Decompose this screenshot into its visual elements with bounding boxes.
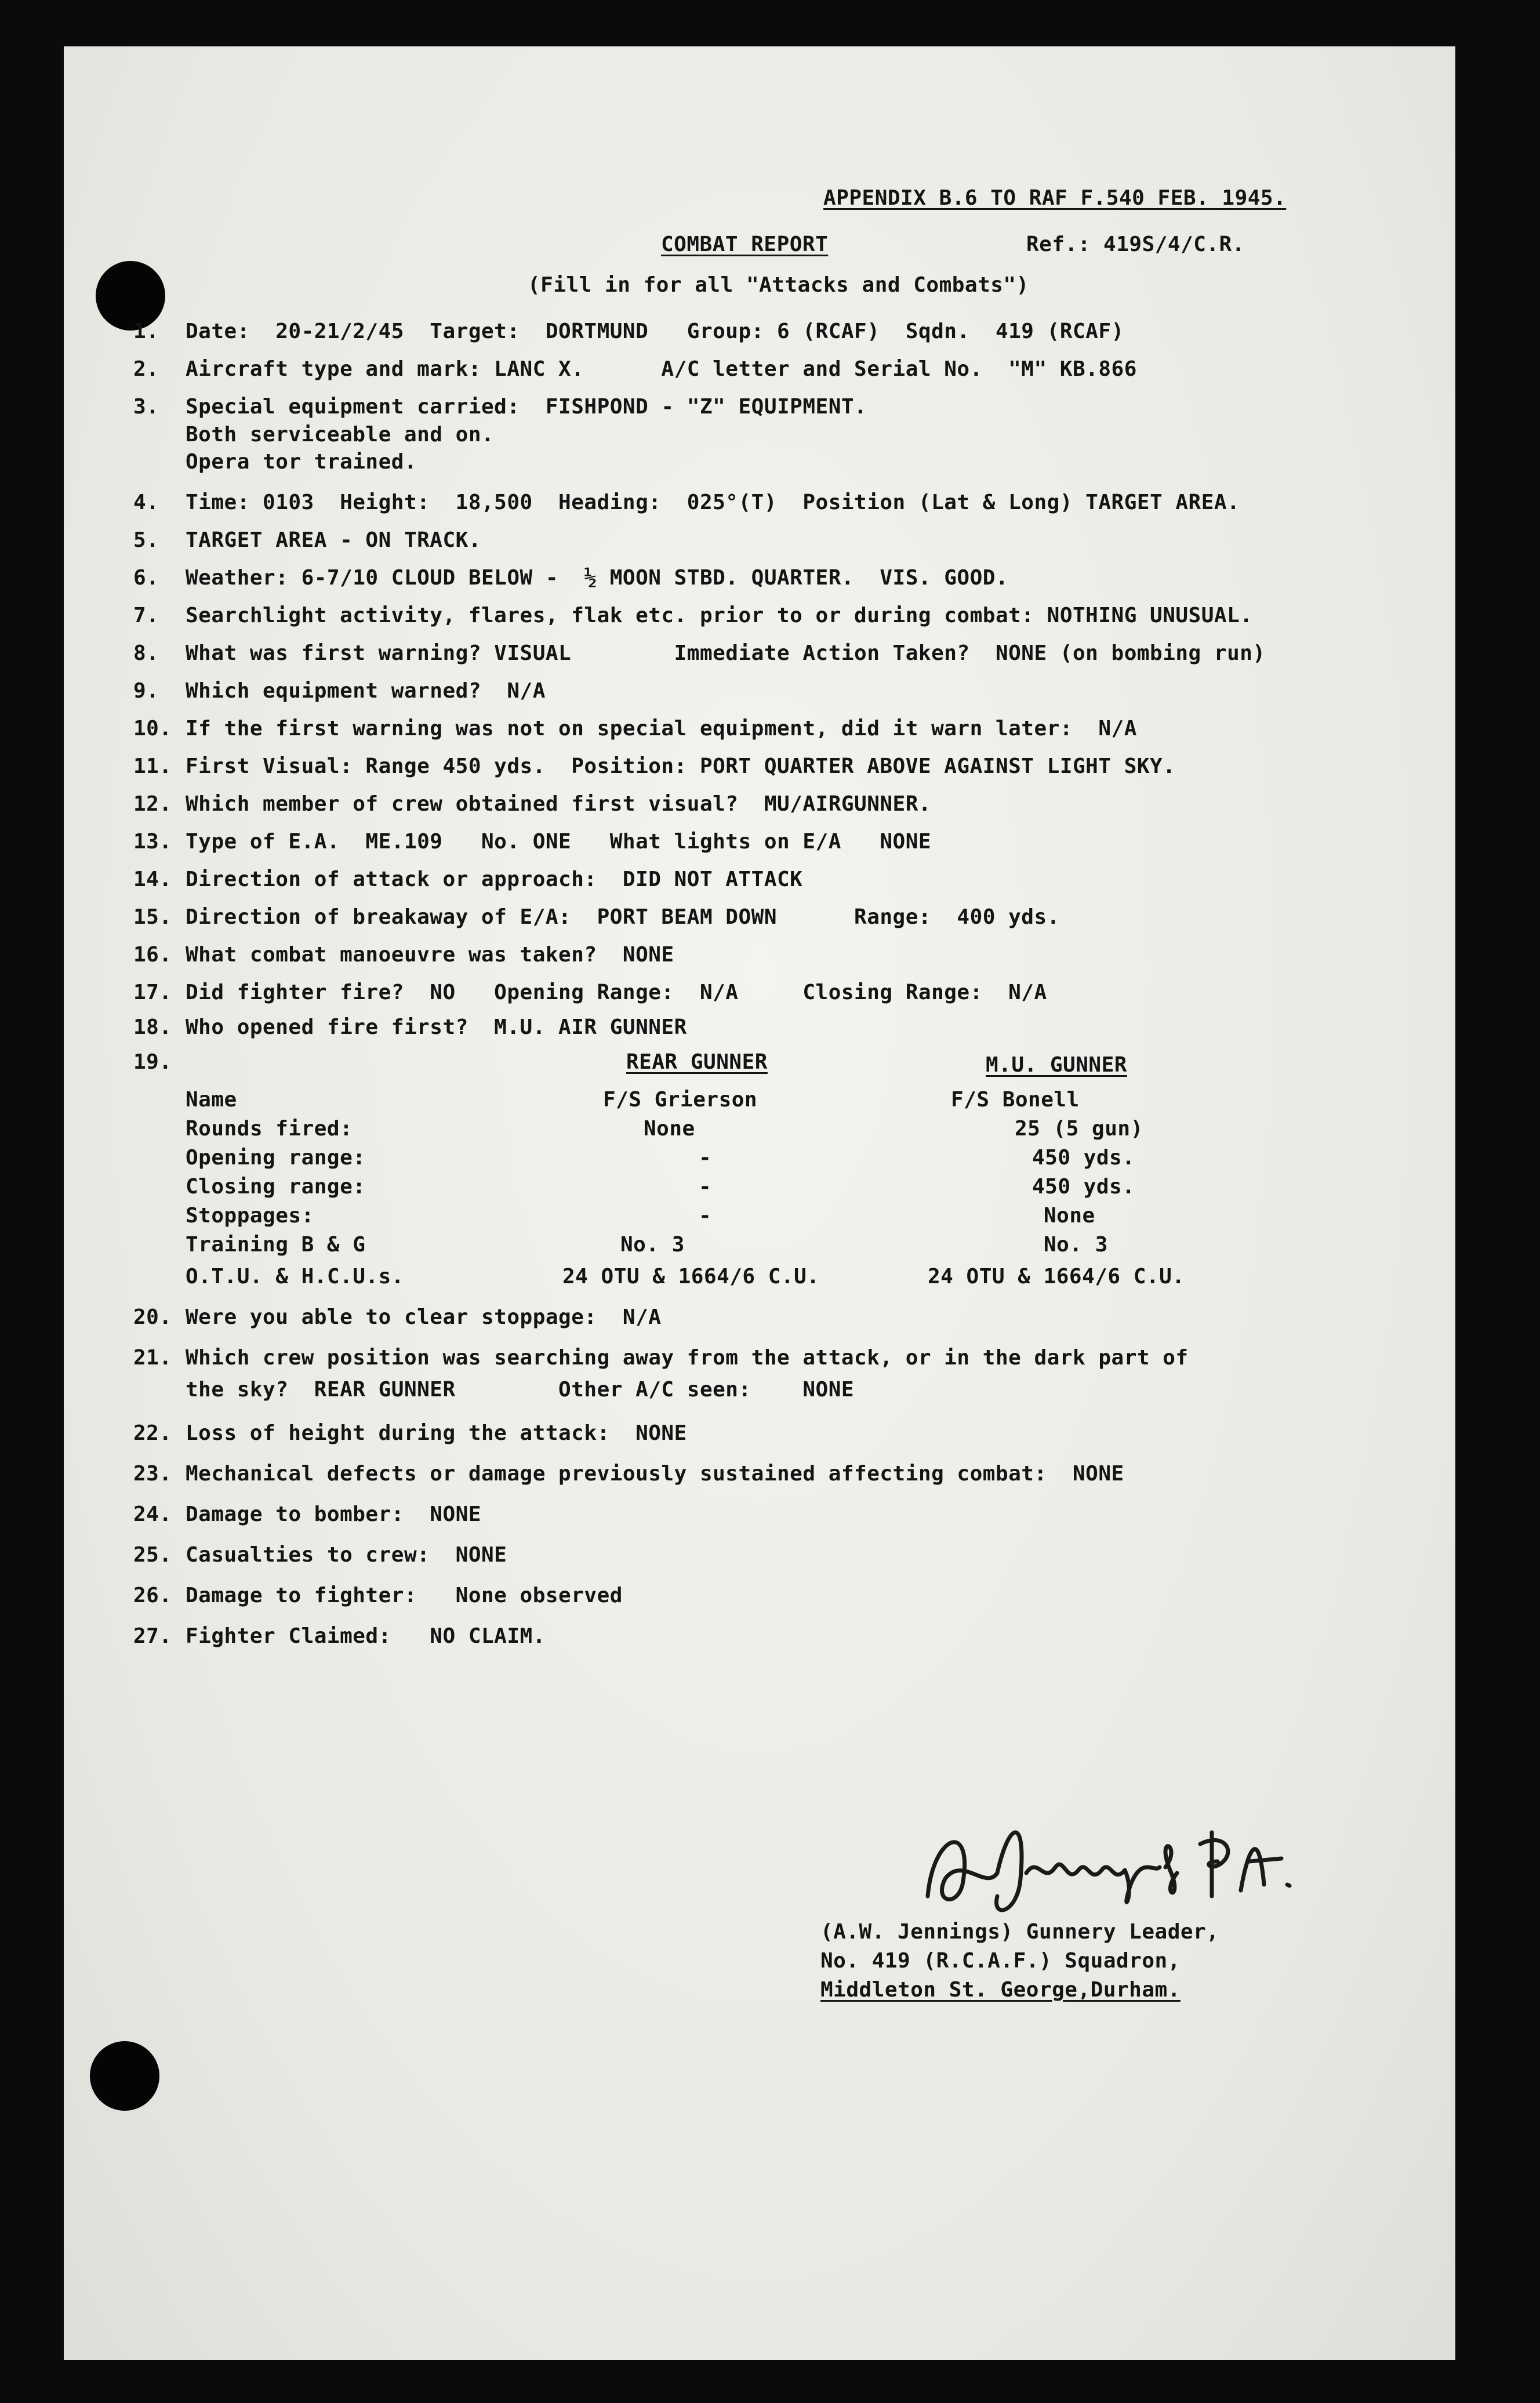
item-number: 23.: [133, 1462, 172, 1486]
item-text: Were you able to clear stoppage: N/A: [186, 1305, 662, 1329]
table-header-rear-gunner: REAR GUNNER: [626, 1050, 768, 1074]
item-number: 20.: [133, 1305, 172, 1329]
item-number: 15.: [133, 905, 172, 929]
item-number: 4.: [133, 491, 159, 514]
item-number: 14.: [133, 867, 172, 891]
item-number: 21.: [133, 1346, 172, 1370]
item-text: Time: 0103 Height: 18,500 Heading: 025°(T) Position (Lat & Long) TARGET AREA.: [186, 491, 1240, 514]
item-text: Opera tor trained.: [186, 450, 417, 474]
item-text: Damage to fighter: None observed: [186, 1584, 623, 1607]
handwritten-signature: [910, 1798, 1351, 1925]
item-text: Did fighter fire? NO Opening Range: N/A Closing Range: N/A: [186, 981, 1047, 1004]
item-text: Special equipment carried: FISHPOND - "Z" EQUIPMENT.: [186, 395, 867, 419]
table-cell-mu: F/S Bonell: [951, 1088, 1080, 1112]
item-number: 22.: [133, 1421, 172, 1445]
report-ref: Ref.: 419S/4/C.R.: [1026, 233, 1245, 256]
document-page: [64, 46, 1455, 2360]
item-text: Direction of attack or approach: DID NOT ATTACK: [186, 867, 803, 891]
table-row-label: Closing range:: [186, 1175, 366, 1199]
item-number: 7.: [133, 604, 159, 627]
item-number: 19.: [133, 1050, 172, 1074]
item-text: TARGET AREA - ON TRACK.: [186, 528, 481, 552]
item-text: Which member of crew obtained first visual? MU/AIRGUNNER.: [186, 792, 932, 816]
item-text: Mechanical defects or damage previously sustained affecting combat: NONE: [186, 1462, 1124, 1486]
table-cell-mu: 24 OTU & 1664/6 C.U.: [928, 1265, 1185, 1288]
item-text: Date: 20-21/2/45 Target: DORTMUND Group: 6 (RCAF) Sqdn. 419 (RCAF): [186, 320, 1124, 343]
item-text: Which equipment warned? N/A: [186, 679, 546, 703]
table-cell-rear: -: [699, 1146, 712, 1170]
item-text: Which crew position was searching away from the attack, or in the dark part of: [186, 1346, 1189, 1370]
item-text: Weather: 6-7/10 CLOUD BELOW - ½ MOON STBD. QUARTER. VIS. GOOD.: [186, 566, 1009, 590]
item-number: 26.: [133, 1584, 172, 1607]
item-number: 6.: [133, 566, 159, 590]
table-row-label: Training B & G: [186, 1233, 366, 1257]
item-number: 24.: [133, 1502, 172, 1526]
item-text: Fighter Claimed: NO CLAIM.: [186, 1624, 546, 1648]
item-number: 13.: [133, 830, 172, 854]
item-text: Direction of breakaway of E/A: PORT BEAM DOWN Range: 400 yds.: [186, 905, 1060, 929]
table-row-label: Name: [186, 1088, 237, 1112]
item-number: 8.: [133, 641, 159, 665]
item-number: 2.: [133, 357, 159, 381]
item-number: 18.: [133, 1015, 172, 1039]
table-cell-rear: No. 3: [620, 1233, 685, 1257]
item-text: Who opened fire first? M.U. AIR GUNNER: [186, 1015, 687, 1039]
report-title: COMBAT REPORT: [661, 233, 829, 256]
table-cell-rear: F/S Grierson: [603, 1088, 758, 1112]
item-number: 3.: [133, 395, 159, 419]
item-number: 5.: [133, 528, 159, 552]
item-text: Searchlight activity, flares, flak etc. prior to or during combat: NOTHING UNUSUAL.: [186, 604, 1253, 627]
table-cell-mu: 450 yds.: [1032, 1175, 1135, 1199]
table-cell-rear: -: [699, 1175, 712, 1199]
table-cell-rear: 24 OTU & 1664/6 C.U.: [562, 1265, 820, 1288]
item-number: 12.: [133, 792, 172, 816]
table-header-mu-gunner: M.U. GUNNER: [986, 1053, 1127, 1077]
item-text: Damage to bomber: NONE: [186, 1502, 481, 1526]
table-cell-mu: 450 yds.: [1032, 1146, 1135, 1170]
item-text: the sky? REAR GUNNER Other A/C seen: NONE: [186, 1378, 855, 1402]
item-text: Type of E.A. ME.109 No. ONE What lights on E/A NONE: [186, 830, 932, 854]
item-text: What combat manoeuvre was taken? NONE: [186, 943, 674, 967]
report-subtitle: (Fill in for all "Attacks and Combats"): [528, 273, 1029, 297]
item-number: 9.: [133, 679, 159, 703]
item-number: 17.: [133, 981, 172, 1004]
item-text: Both serviceable and on.: [186, 423, 495, 447]
table-cell-rear: -: [699, 1204, 712, 1228]
signature-location: Middleton St. George,Durham.: [820, 1978, 1181, 2002]
item-text: Loss of height during the attack: NONE: [186, 1421, 687, 1445]
appendix-line: APPENDIX B.6 TO RAF F.540 FEB. 1945.: [823, 186, 1287, 210]
table-cell-mu: No. 3: [1044, 1233, 1108, 1257]
item-number: 11.: [133, 754, 172, 778]
item-text: If the first warning was not on special equipment, did it warn later: N/A: [186, 717, 1137, 740]
item-text: What was first warning? VISUAL Immediate Action Taken? NONE (on bombing run): [186, 641, 1266, 665]
item-number: 27.: [133, 1624, 172, 1648]
table-row-label: Opening range:: [186, 1146, 366, 1170]
table-row-label: O.T.U. & H.C.U.s.: [186, 1265, 404, 1288]
signature-name: (A.W. Jennings) Gunnery Leader,: [820, 1920, 1219, 1944]
item-text: Aircraft type and mark: LANC X. A/C letter and Serial No. "M" KB.866: [186, 357, 1137, 381]
table-cell-mu: None: [1044, 1204, 1095, 1228]
item-text: Casualties to crew: NONE: [186, 1543, 507, 1567]
signature-squadron: No. 419 (R.C.A.F.) Squadron,: [820, 1949, 1181, 1973]
table-row-label: Stoppages:: [186, 1204, 314, 1228]
combat-report: [64, 46, 1455, 2360]
item-number: 16.: [133, 943, 172, 967]
table-cell-mu: 25 (5 gun): [1015, 1117, 1143, 1141]
item-number: 25.: [133, 1543, 172, 1567]
table-cell-rear: None: [644, 1117, 695, 1141]
item-number: 1.: [133, 320, 159, 343]
item-text: First Visual: Range 450 yds. Position: PORT QUARTER ABOVE AGAINST LIGHT SKY.: [186, 754, 1176, 778]
item-number: 10.: [133, 717, 172, 740]
table-row-label: Rounds fired:: [186, 1117, 353, 1141]
